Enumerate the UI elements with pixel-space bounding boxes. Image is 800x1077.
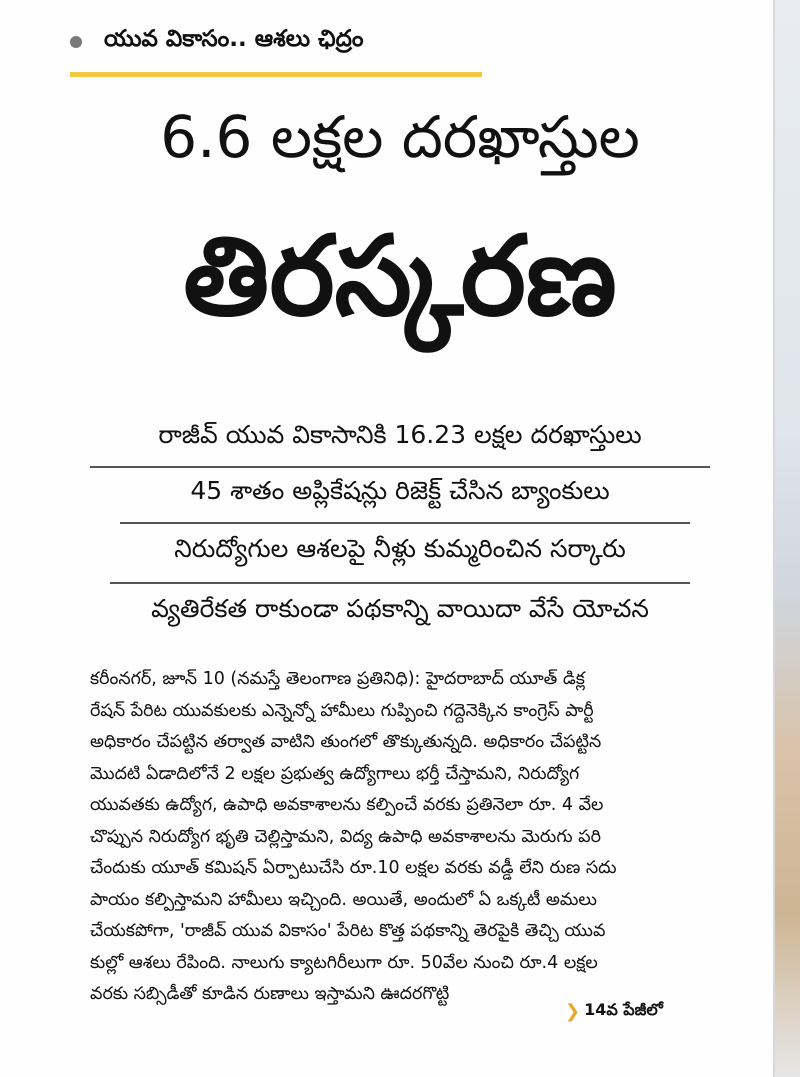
deck-line-4: వ్యతిరేకత రాకుండా పథకాన్ని వాయిదా వేసే యోచన (151, 594, 649, 623)
adjacent-page-edge (773, 0, 800, 1077)
kicker-underline (70, 72, 482, 77)
deck-line-2: 45 శాతం అప్లికేషన్లు రిజెక్ట్ చేసిన బ్యాంకులు (190, 476, 610, 505)
body-line: అధికారం చేపట్టిన తర్వాత వాటిని తుంగలో తొక్కుతున్నది. అధికారం చేపట్టిన (90, 732, 602, 752)
body-line: కుల్లో ఆశలు రేపింది. నాలుగు క్యాటగిరీలుగా రూ. 50వేల నుంచి రూ.4 లక్షల (90, 952, 598, 973)
article-body (90, 664, 730, 1011)
kicker-row (70, 26, 364, 58)
body-line: పాయం కల్పిస్తామని హామీలు ఇచ్చింది. అయితే, అందులో ఏ ఒక్కటీ అమలు (90, 889, 597, 910)
body-line: రేషన్ పేరిట యువకులకు ఎన్నెన్నో హామీలు గుప్పించి గద్దెనెక్కిన కాంగ్రెస్ పార్టీ (90, 700, 594, 721)
deck-line-3: నిరుద్యోగుల ఆశలపై నీళ్లు కుమ్మరించిన సర్కారు (174, 534, 626, 563)
body-line: యువతకు ఉద్యోగ, ఉపాధి అవకాశాలను కల్పించే వరకు ప్రతినెలా రూ. 4 వేల (90, 795, 604, 815)
deck-divider (90, 466, 710, 468)
body-line: చేందుకు యూత్ కమిషన్ ఏర్పాటుచేసి రూ.10 లక్షల వరకు వడ్డీ లేని రుణ సదు (90, 858, 617, 878)
bullet-icon (70, 36, 82, 48)
continued-label: 14వ పేజీలో (584, 1000, 663, 1019)
headline-line-2: తిరస్కరణ (183, 212, 617, 340)
deck-divider (120, 522, 690, 524)
deck-line-1: రాజీవ్ యువ వికాసానికి 16.23 లక్షల దరఖాస్తులు (158, 420, 642, 449)
chevron-right-icon: ❯ (565, 1001, 581, 1022)
continued-on-page[interactable] (565, 1000, 663, 1023)
body-line: చొప్పున నిరుద్యోగ భృతి చెల్లిస్తామని, విద్య ఉపాధి అవకాశాలను మెరుగు పరి (90, 826, 601, 847)
body-line: చేయకపోగా, 'రాజీవ్ యువ వికాసం' పేరిట కొత్త పథకాన్ని తెరపైకి తెచ్చి యువ (90, 921, 606, 941)
body-line: కరీంనగర్, జూన్ 10 (నమస్తే తెలంగాణ ప్రతినిధి): హైదరాబాద్ యూత్ డిక్ల (90, 669, 585, 689)
body-line: వరకు సబ్సిడీతో కూడిన రుణాలు ఇస్తామని ఊదరగొట్టి (90, 984, 450, 1004)
body-line: మొదటి ఏడాదిలోనే 2 లక్షల ప్రభుత్వ ఉద్యోగాలు భర్తీ చేస్తామని, నిరుద్యోగ (90, 763, 580, 784)
deck-divider (110, 582, 690, 584)
kicker: యువ వికాసం.. ఆశలు ఛిద్రం (104, 26, 364, 52)
headline-line-1: 6.6 లక్షల దరఖాస్తుల (160, 103, 640, 171)
